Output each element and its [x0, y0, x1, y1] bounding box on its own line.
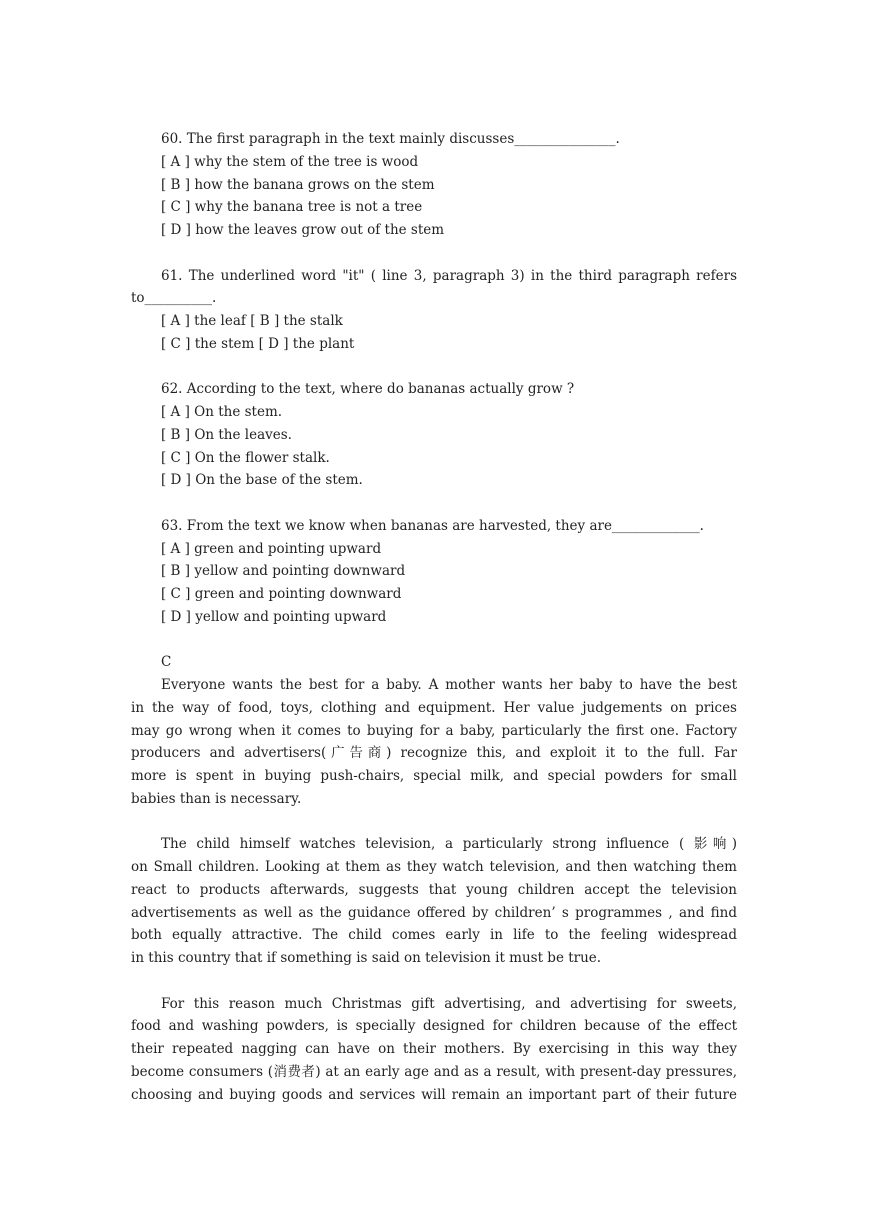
question-62-stem: 62. According to the text, where do bananas actually grow ?	[161, 381, 575, 397]
paragraph-3-line-2: food and washing powders, is specially designed for children because of the effect	[131, 1018, 737, 1034]
paragraph-3-line-5: choosing and buying goods and services will remain an important part of their future	[131, 1087, 737, 1103]
paragraph-3-line-3: their repeated nagging can have on their mothers. By exercising in this way they	[131, 1041, 737, 1057]
question-60-option-c: [ C ] why the banana tree is not a tree	[161, 199, 423, 215]
question-62-option-b: [ B ] On the leaves.	[161, 427, 292, 443]
question-61-stem-line2: to__________.	[131, 290, 217, 306]
question-61-stem-line1: 61. The underlined word "it" ( line 3, paragraph 3) in the third paragraph refers	[161, 268, 737, 284]
question-62-option-d: [ D ] On the base of the stem.	[161, 472, 363, 488]
question-63-option-d: [ D ] yellow and pointing upward	[161, 609, 387, 625]
paragraph-1-line-6: babies than is necessary.	[131, 791, 302, 807]
paragraph-3-line-4: become consumers (消费者) at an early age and as a result, with present-day pressures,	[131, 1064, 737, 1080]
question-60-option-a: [ A ] why the stem of the tree is wood	[161, 154, 419, 170]
paragraph-2-line-1: The child himself watches television, a particularly strong influence ( 影响)	[161, 836, 737, 852]
question-63-stem: 63. From the text we know when bananas are harvested, they are_____________.	[161, 518, 704, 534]
question-62-option-a: [ A ] On the stem.	[161, 404, 283, 420]
question-61-options-ab: [ A ] the leaf [ B ] the stalk	[161, 313, 343, 329]
question-61-options-cd: [ C ] the stem [ D ] the plant	[161, 336, 355, 352]
question-63-option-c: [ C ] green and pointing downward	[161, 586, 402, 602]
paragraph-2-line-4: advertisements as well as the guidance offered by children’ s programmes , and find	[131, 905, 737, 921]
question-62-option-c: [ C ] On the flower stalk.	[161, 450, 330, 466]
paragraph-1-line-5: more is spent in buying push-chairs, special milk, and special powders for small	[131, 768, 737, 784]
paragraph-1-line-2: in the way of food, toys, clothing and equipment. Her value judgements on prices	[131, 700, 737, 716]
paragraph-3-line-1: For this reason much Christmas gift advertising, and advertising for sweets,	[161, 996, 737, 1012]
question-60-option-b: [ B ] how the banana grows on the stem	[161, 177, 435, 193]
question-63-option-a: [ A ] green and pointing upward	[161, 541, 382, 557]
paragraph-2-line-6: in this country that if something is said on television it must be true.	[131, 950, 602, 966]
paragraph-2-line-2: on Small children. Looking at them as they watch television, and then watching them	[131, 859, 737, 875]
paragraph-1-line-4: producers and advertisers(广告商) recognize this, and exploit it to the full. Far	[131, 745, 737, 761]
paragraph-1-line-1: Everyone wants the best for a baby. A mother wants her baby to have the best	[161, 677, 737, 693]
question-60-option-d: [ D ] how the leaves grow out of the stem	[161, 222, 445, 238]
paragraph-2-line-3: react to products afterwards, suggests that young children accept the television	[131, 882, 737, 898]
question-63-option-b: [ B ] yellow and pointing downward	[161, 563, 406, 579]
paragraph-1-line-3: may go wrong when it comes to buying for a baby, particularly the first one. Factory	[131, 723, 737, 739]
question-60-stem: 60. The first paragraph in the text mainly discusses_______________.	[161, 131, 620, 147]
passage-c-heading: C	[161, 654, 172, 670]
paragraph-2-line-5: both equally attractive. The child comes early in life to the feeling widespread	[131, 927, 737, 943]
